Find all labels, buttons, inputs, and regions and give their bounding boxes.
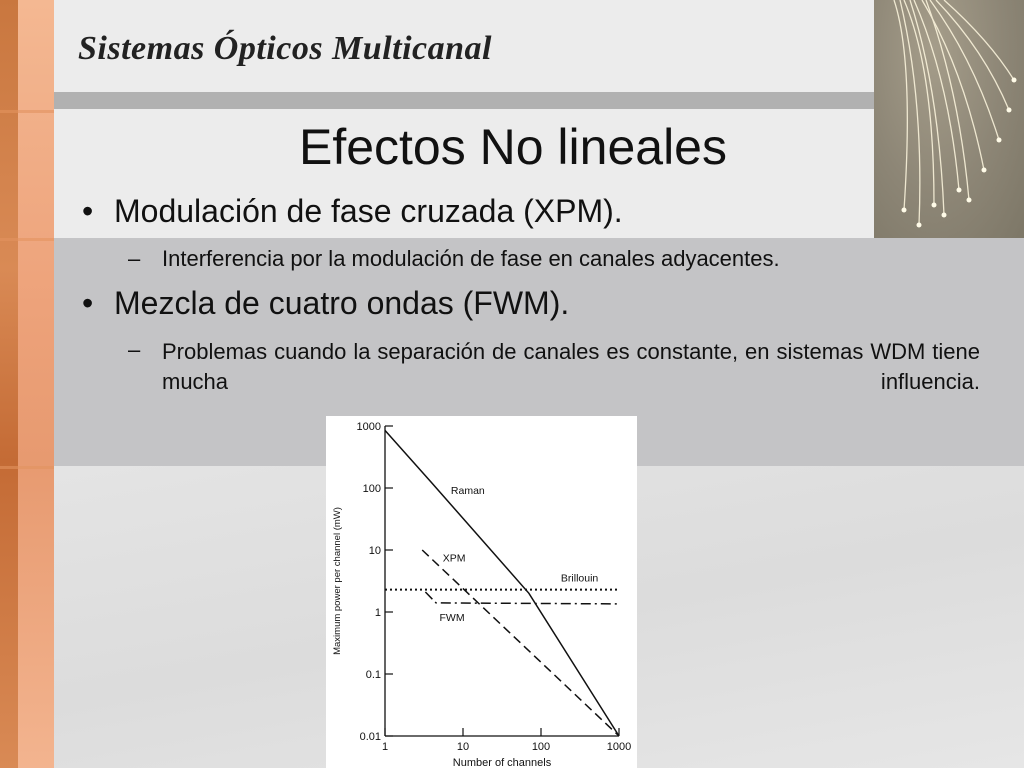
bullet-item	[82, 285, 569, 322]
chart-panel	[326, 416, 637, 768]
slide-title: Efectos No lineales	[298, 119, 727, 175]
dash-icon: –	[128, 246, 141, 271]
left-accent-stripe	[0, 0, 18, 768]
bullet-icon: •	[82, 193, 94, 229]
bullet-item	[82, 193, 623, 230]
fiber-optic-image	[874, 0, 1024, 238]
y-tick-label: 0.01	[359, 731, 381, 743]
header-title: Sistemas Ópticos Multicanal	[78, 30, 492, 67]
sub-bullet-item	[128, 246, 780, 272]
x-tick-label: 10	[456, 741, 470, 753]
x-axis-label: Number of channels	[452, 757, 552, 768]
stripe-divider	[0, 466, 54, 469]
sub-bullet-text: Interferencia por la modulación de fase en canales adyacentes.	[162, 246, 780, 271]
stripe-divider	[0, 110, 54, 113]
y-axis-label: Maximum power per channel (mW)	[332, 507, 343, 655]
stripe-divider	[0, 238, 54, 241]
series-label-fwm: FWM	[439, 611, 465, 624]
power-vs-channels-chart	[326, 416, 637, 768]
y-tick-label: 0.1	[365, 669, 381, 681]
x-tick-label: 1000	[606, 741, 632, 753]
x-tick-label: 100	[531, 741, 551, 753]
sub-bullet-text: Problemas cuando la separación de canales es constante, en sistemas WDM tiene mucha influencia.	[162, 339, 980, 394]
series-label-brillouin: Brillouin	[560, 572, 599, 585]
series-line-fwm	[425, 592, 619, 604]
header-divider-bar	[54, 92, 874, 109]
y-tick-label: 1	[374, 607, 381, 619]
dash-icon: –	[128, 337, 141, 362]
bullet-text: Modulación de fase cruzada (XPM).	[114, 193, 623, 229]
series-label-raman: Raman	[450, 485, 485, 498]
x-tick-label: 1	[381, 741, 389, 753]
y-tick-label: 100	[362, 483, 381, 495]
left-accent-stripe-light	[18, 0, 54, 768]
sub-bullet-item	[128, 337, 980, 397]
bullet-text: Mezcla de cuatro ondas (FWM).	[114, 285, 570, 321]
bullet-icon: •	[82, 285, 94, 321]
y-tick-label: 10	[368, 545, 381, 557]
y-tick-label: 1000	[356, 421, 381, 433]
series-label-xpm: XPM	[442, 552, 466, 565]
